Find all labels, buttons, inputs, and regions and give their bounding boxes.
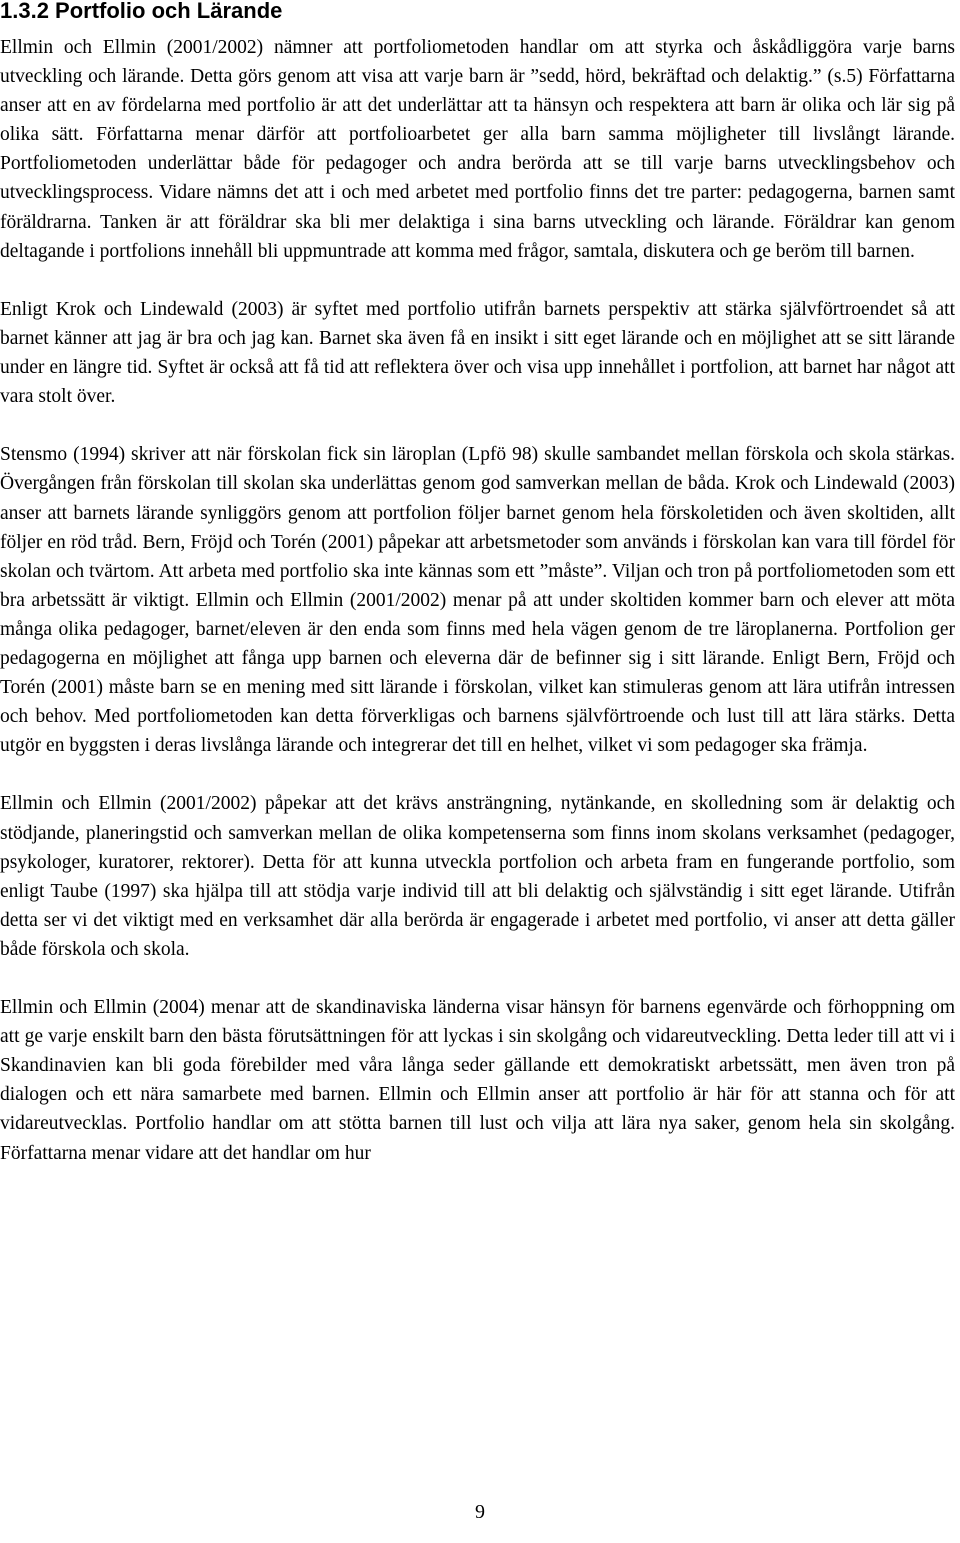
body-text <box>0 33 955 1168</box>
paragraph-2: Enligt Krok och Lindewald (2003) är syftet med portfolio utifrån barnets perspektiv att stärka självförtroendet så att barnet känner att jag är bra och jag kan. Barnet ska även få en insikt i sitt eget lärande och en möjlighet att se sitt lärande under en längre tid. Syftet är också att få tid att reflektera över och visa upp innehållet i portfolion, att barnet har något att vara stolt över. <box>0 298 955 408</box>
paragraph-3: Stensmo (1994) skriver att när förskolan fick sin läroplan (Lpfö 98) skulle sambandet mellan förskola och skola stärkas. Övergången från förskolan till skolan ska underlättas genom god samverkan mellan de båda. Krok och Lindewald (2003) anser att barnets lärande synliggörs genom att portfolion följer barnet genom hela förskoletiden och även skoltiden, allt följer en röd tråd. Bern, Fröjd och Torén (2001) påpekar att arbetsmetoder som används i förskolan kan vara till fördel för skolan och tvärtom. Att arbeta med portfolio ska inte kännas som ett ”måste”. Viljan och tron på portfoliometoden som ett bra arbetssätt är viktigt. Ellmin och Ellmin (2001/2002) menar på att under skoltiden kommer barn och elever att möta många olika pedagoger, barnet/eleven är den enda som finns med hela vägen genom de tre läroplanerna. Portfolion ger pedagogerna en möjlighet att fånga upp barnen och eleverna där de befinner sig i sitt lärande. Enligt Bern, Fröjd och Torén (2001) måste barn se en mening med sitt lärande i förskolan, vilket kan stimuleras genom att lära utifrån intressen och behov. Med portfoliometoden kan detta förverkligas och barnens självförtroende och lust till att lära stärks. Detta utgör en byggsten i deras livslånga lärande och integrerar det till en helhet, vilket vi som pedagoger ska främja. <box>0 444 955 757</box>
paragraph-4: Ellmin och Ellmin (2001/2002) påpekar att det krävs ansträngning, nytänkande, en skolledning som är delaktig och stödjande, planeringstid och samverkan mellan de olika kompetenserna som finns inom skolans verksamhet (pedagoger, psykologer, kuratorer, rektorer). Detta för att kunna utveckla portfolion och arbeta fram en fungerande portfolio, som enligt Taube (1997) ska hjälpa till att stödja varje individ till att bli delaktig och självständig i sitt eget lärande. Utifrån detta ser vi det viktigt med en verksamhet där alla berörda är engagerade i arbetet med portfolio, vi anser att detta gäller både förskola och skola. <box>0 793 955 960</box>
paragraph-5: Ellmin och Ellmin (2004) menar att de skandinaviska länderna visar hänsyn för barnens egenvärde och förhoppning om att ge varje enskilt barn den bästa förutsättningen för att lyckas i sin skolgång och vidareutveckling. Detta leder till att vi i Skandinavien kan bli goda förebilder med våra långa seder gällande ett demokratiskt arbetssätt, men även tron på dialogen och ett nära samarbete med barnen. Ellmin och Ellmin anser att portfolio är här för att stanna och för att vidareutvecklas. Portfolio handlar om att stötta barnen till lust och vilja att lära nya saker, genom hela sin skolgång. Författarna menar vidare att det handlar om hur <box>0 997 955 1164</box>
page-number: 9 <box>475 1501 485 1523</box>
section-heading: 1.3.2 Portfolio och Lärande <box>0 0 283 23</box>
paragraph-1: Ellmin och Ellmin (2001/2002) nämner att portfoliometoden handlar om att styrka och åskådliggöra varje barns utveckling och lärande. Detta görs genom att visa att varje barn är ”sedd, hörd, bekräftad och delaktig.” (s.5) Författarna anser att en av fördelarna med portfolio är att det underlättar att ta hänsyn och respektera att barn är olika och lär sig på olika sätt. Författarna menar därför att portfolioarbetet ger alla barn samma möjligheter till livslångt lärande. Portfoliometoden underlättar både för pedagoger och andra berörda att se till varje barns utvecklingsbehov och utvecklingsprocess. Vidare nämns det att i och med arbetet med portfolio finns det tre parter: pedagogerna, barnen samt föräldrarna. Tanken är att föräldrar ska bli mer delaktiga i sina barns utveckling och lärande. Föräldrar kan genom deltagande i portfolions innehåll bli uppmuntrade att komma med frågor, samtala, diskutera och ge beröm till barnen. <box>0 37 955 262</box>
